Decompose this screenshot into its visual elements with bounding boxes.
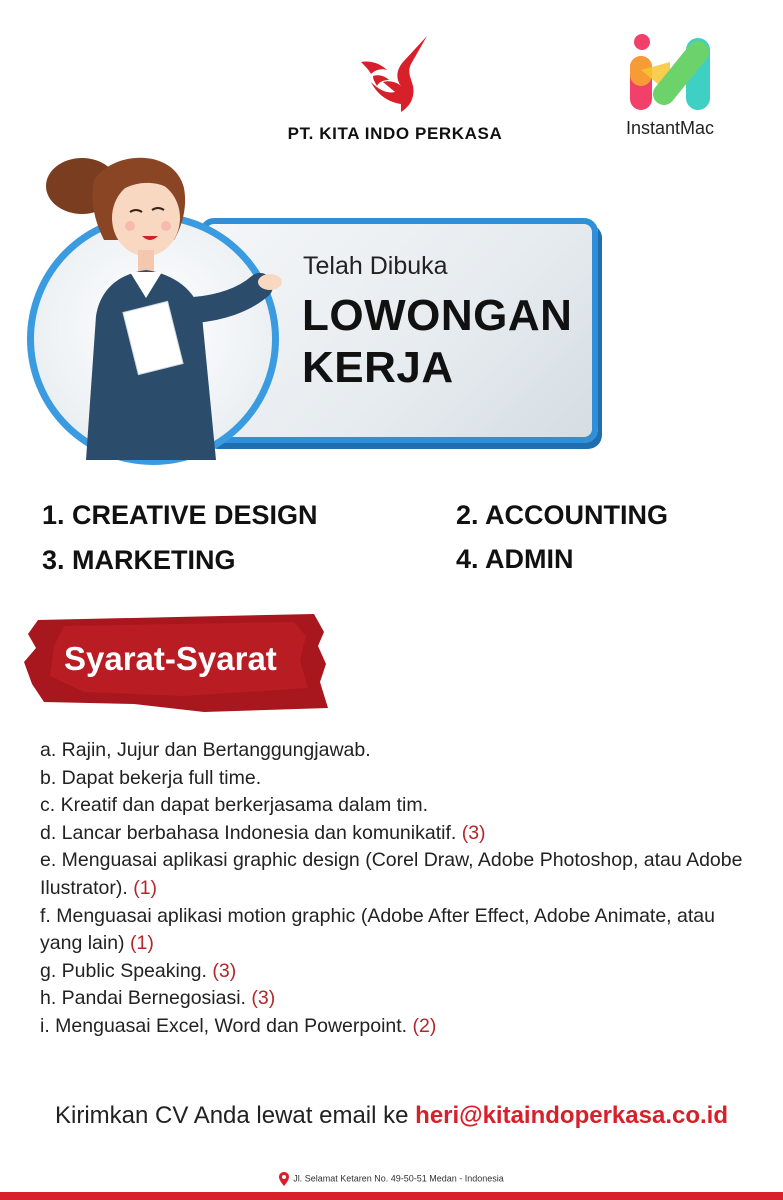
list-item: f. Menguasai aplikasi motion graphic (Adobe After Effect, Adobe Animate, atau yang lain) (1)	[40, 904, 715, 955]
job-item: 3. MARKETING	[42, 545, 236, 575]
list-item: d. Lancar berbahasa Indonesia dan komunikatif. (3)	[40, 821, 486, 844]
woman-illustration	[34, 140, 294, 460]
job-item: 2. ACCOUNTING	[456, 500, 669, 530]
requirements-list	[40, 737, 760, 1041]
job-item: 4. ADMIN	[456, 544, 574, 574]
bottom-bar	[0, 1192, 783, 1200]
company-logo	[270, 32, 520, 144]
hero-title-line2: KERJA	[302, 343, 454, 392]
list-item: i. Menguasai Excel, Word dan Powerpoint. (2)	[40, 1014, 437, 1037]
cta-line	[0, 1102, 783, 1130]
list-item: b. Dapat bekerja full time.	[40, 766, 262, 789]
location-pin-icon	[279, 1172, 289, 1186]
list-item: g. Public Speaking. (3)	[40, 959, 237, 982]
list-item: h. Pandai Bernegosiasi. (3)	[40, 987, 276, 1010]
address	[0, 1172, 783, 1186]
instantmac-logo-icon	[624, 32, 716, 116]
hero-subtitle: Telah Dibuka	[303, 252, 448, 280]
company-name: PT. KITA INDO PERKASA	[287, 124, 503, 143]
address-text: Jl. Selamat Ketaren No. 49-50-51 Medan - Indonesia	[293, 1173, 504, 1184]
hero-title	[302, 290, 572, 394]
cta-text: Kirimkan CV Anda lewat email ke	[55, 1102, 409, 1129]
list-item: e. Menguasai aplikasi graphic design (Corel Draw, Adobe Photoshop, atau Adobe Ilustrator). (1)	[40, 849, 743, 899]
email-link[interactable]: heri@kitaindoperkasa.co.id	[415, 1102, 728, 1129]
job-item: 1. CREATIVE DESIGN	[42, 500, 318, 530]
phoenix-logo-icon	[357, 32, 433, 114]
list-item: c. Kreatif dan dapat berkerjasama dalam tim.	[40, 794, 429, 817]
list-item: a. Rajin, Jujur dan Bertanggungjawab.	[40, 739, 371, 761]
partner-name: InstantMac	[625, 118, 715, 138]
requirements-title: Syarat-Syarat	[64, 640, 277, 677]
partner-logo	[610, 32, 730, 139]
hero-title-line1: LOWONGAN	[302, 291, 573, 340]
